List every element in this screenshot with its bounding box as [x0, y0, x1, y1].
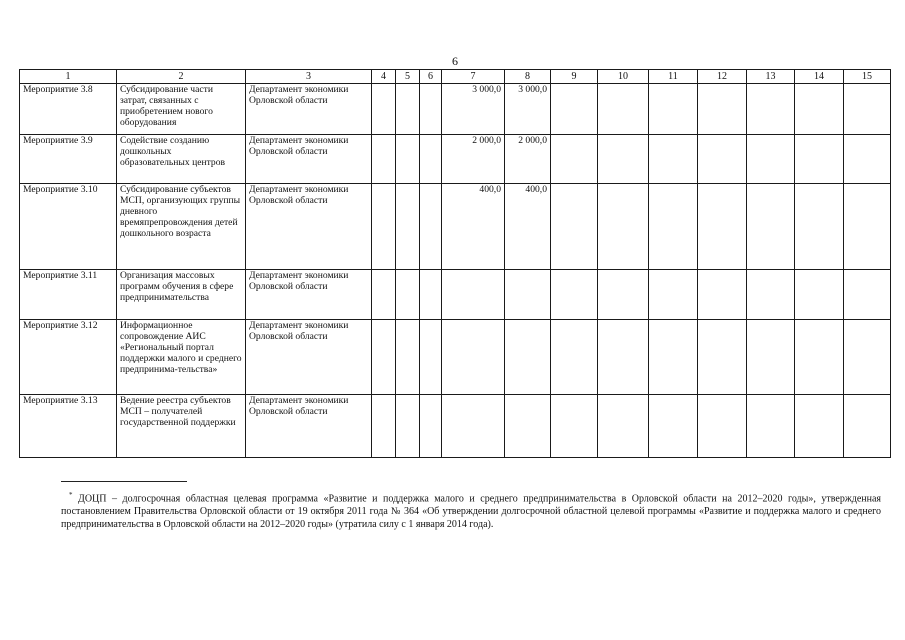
cell-col-7: 400,0 [442, 184, 505, 270]
table-row [20, 184, 891, 270]
cell-col-9 [551, 135, 598, 184]
cell-col-11 [649, 135, 698, 184]
cell-col-4 [372, 84, 396, 135]
cell-col-4 [372, 184, 396, 270]
cell-col-12 [698, 184, 747, 270]
column-header: 11 [649, 70, 698, 84]
activity-executor: Департамент экономики Орловской области [246, 135, 372, 184]
table-row [20, 395, 891, 458]
activity-name: Ведение реестра субъектов МСП – получателей государственной поддержки [117, 395, 246, 458]
activity-id: Мероприятие 3.12 [20, 320, 117, 395]
cell-col-4 [372, 320, 396, 395]
column-header: 5 [396, 70, 420, 84]
activity-executor: Департамент экономики Орловской области [246, 395, 372, 458]
cell-col-8 [505, 320, 551, 395]
cell-col-11 [649, 395, 698, 458]
cell-col-12 [698, 84, 747, 135]
cell-col-14 [795, 270, 844, 320]
footnote-marker: * [69, 491, 73, 499]
cell-col-11 [649, 270, 698, 320]
cell-col-15 [844, 395, 891, 458]
cell-col-6 [420, 135, 442, 184]
table-row [20, 320, 891, 395]
cell-col-4 [372, 395, 396, 458]
footnote [61, 489, 881, 531]
cell-col-10 [598, 270, 649, 320]
cell-col-13 [747, 395, 795, 458]
activity-id: Мероприятие 3.13 [20, 395, 117, 458]
cell-col-14 [795, 320, 844, 395]
cell-col-6 [420, 320, 442, 395]
column-header: 10 [598, 70, 649, 84]
table-row [20, 135, 891, 184]
cell-col-5 [396, 395, 420, 458]
cell-col-5 [396, 84, 420, 135]
cell-col-13 [747, 84, 795, 135]
cell-col-5 [396, 320, 420, 395]
column-header: 13 [747, 70, 795, 84]
activity-id: Мероприятие 3.11 [20, 270, 117, 320]
cell-col-4 [372, 135, 396, 184]
cell-col-9 [551, 184, 598, 270]
cell-col-13 [747, 270, 795, 320]
activity-name: Информационное сопровождение АИС «Региональный портал поддержки малого и среднего предпринима-тельства» [117, 320, 246, 395]
cell-col-6 [420, 395, 442, 458]
activity-id: Мероприятие 3.10 [20, 184, 117, 270]
cell-col-8 [505, 270, 551, 320]
cell-col-7 [442, 320, 505, 395]
cell-col-4 [372, 270, 396, 320]
cell-col-9 [551, 395, 598, 458]
cell-col-15 [844, 320, 891, 395]
column-header: 9 [551, 70, 598, 84]
column-header: 8 [505, 70, 551, 84]
cell-col-11 [649, 184, 698, 270]
cell-col-10 [598, 135, 649, 184]
cell-col-8 [505, 395, 551, 458]
activity-id: Мероприятие 3.8 [20, 84, 117, 135]
cell-col-6 [420, 84, 442, 135]
cell-col-13 [747, 320, 795, 395]
cell-col-10 [598, 320, 649, 395]
footnote-separator [61, 481, 187, 482]
program-activities-table [19, 69, 891, 458]
footnote-text: ДОЦП – долгосрочная областная целевая программа «Развитие и поддержка малого и среднего предпринимательства в Орловской области на 2012–2020 годы», утвержденная постановлением Правительства Орловской области от 19 октября 2011 года № 364 «Об утверждении долгосрочной областной целевой программы «Развитие и поддержка малого и среднего предпринимательства в Орловской области на 2012–2020 годы» (утратила силу с 1 января 2014 года). [61, 493, 882, 531]
column-header: 7 [442, 70, 505, 84]
cell-col-15 [844, 184, 891, 270]
column-header: 15 [844, 70, 891, 84]
cell-col-12 [698, 270, 747, 320]
cell-col-7: 2 000,0 [442, 135, 505, 184]
cell-col-15 [844, 84, 891, 135]
cell-col-8: 400,0 [505, 184, 551, 270]
cell-col-10 [598, 395, 649, 458]
cell-col-15 [844, 135, 891, 184]
cell-col-8: 3 000,0 [505, 84, 551, 135]
activity-executor: Департамент экономики Орловской области [246, 84, 372, 135]
activity-name: Субсидирование субъектов МСП, организующих группы дневного времяпрепровождения детей дошкольного возраста [117, 184, 246, 270]
cell-col-12 [698, 320, 747, 395]
page-number: 6 [452, 54, 458, 68]
column-header: 14 [795, 70, 844, 84]
table-row [20, 84, 891, 135]
activity-name: Содействие созданию дошкольных образовательных центров [117, 135, 246, 184]
cell-col-9 [551, 84, 598, 135]
cell-col-5 [396, 184, 420, 270]
activity-executor: Департамент экономики Орловской области [246, 184, 372, 270]
cell-col-11 [649, 84, 698, 135]
cell-col-13 [747, 184, 795, 270]
cell-col-6 [420, 184, 442, 270]
cell-col-14 [795, 395, 844, 458]
column-header: 12 [698, 70, 747, 84]
header-row [20, 70, 891, 84]
cell-col-15 [844, 270, 891, 320]
cell-col-11 [649, 320, 698, 395]
cell-col-7 [442, 270, 505, 320]
activity-name: Организация массовых программ обучения в сфере предпринимательства [117, 270, 246, 320]
activity-executor: Департамент экономики Орловской области [246, 320, 372, 395]
cell-col-7 [442, 395, 505, 458]
column-header: 4 [372, 70, 396, 84]
cell-col-10 [598, 84, 649, 135]
cell-col-8: 2 000,0 [505, 135, 551, 184]
table-row [20, 270, 891, 320]
cell-col-10 [598, 184, 649, 270]
cell-col-7: 3 000,0 [442, 84, 505, 135]
column-header: 6 [420, 70, 442, 84]
activity-id: Мероприятие 3.9 [20, 135, 117, 184]
column-header: 2 [117, 70, 246, 84]
cell-col-5 [396, 135, 420, 184]
cell-col-12 [698, 395, 747, 458]
cell-col-14 [795, 135, 844, 184]
activity-name: Субсидирование части затрат, связанных с приобретением нового оборудования [117, 84, 246, 135]
cell-col-9 [551, 320, 598, 395]
cell-col-6 [420, 270, 442, 320]
cell-col-5 [396, 270, 420, 320]
column-header: 1 [20, 70, 117, 84]
column-header: 3 [246, 70, 372, 84]
cell-col-14 [795, 184, 844, 270]
cell-col-12 [698, 135, 747, 184]
cell-col-13 [747, 135, 795, 184]
activity-executor: Департамент экономики Орловской области [246, 270, 372, 320]
cell-col-9 [551, 270, 598, 320]
cell-col-14 [795, 84, 844, 135]
